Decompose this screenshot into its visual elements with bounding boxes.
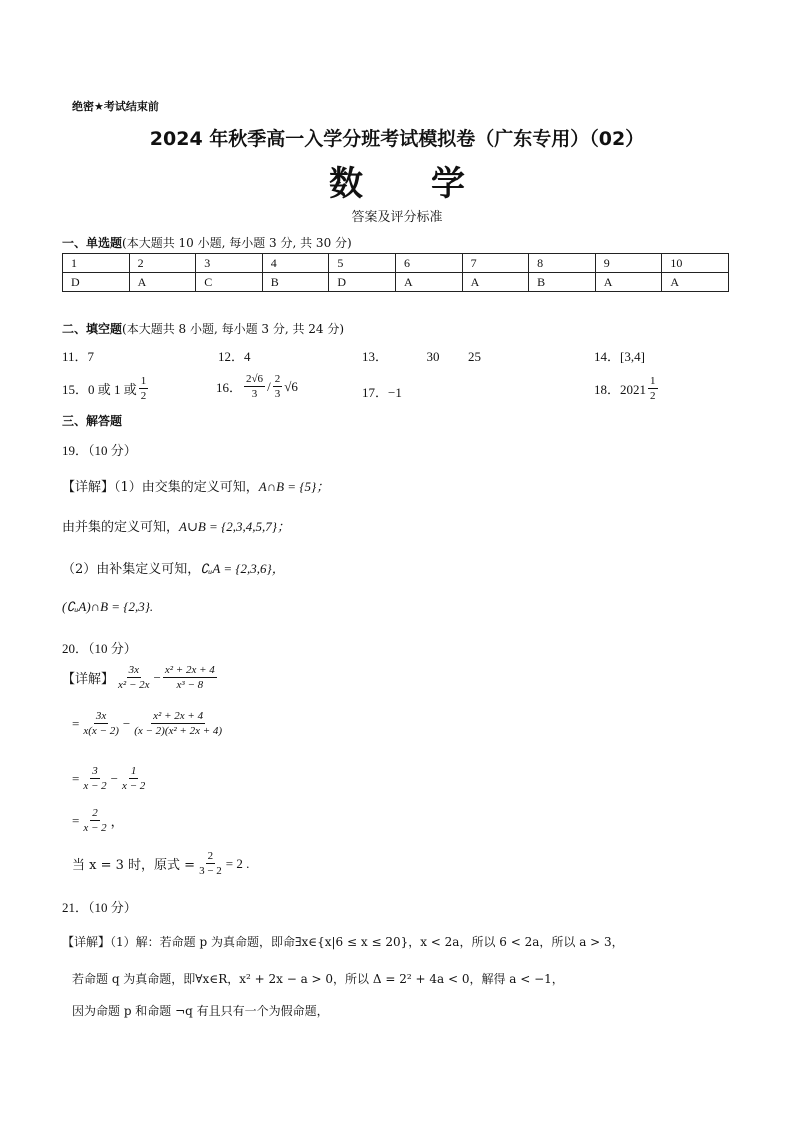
fraction — [120, 765, 147, 792]
answer-13-label: 13． — [362, 349, 389, 364]
equals-sign: = — [72, 812, 80, 828]
fraction-denominator: x − 2 — [83, 780, 107, 793]
q20-result-suffix: = 2 . — [225, 855, 250, 871]
answer-table-row-answers — [63, 273, 729, 292]
fraction — [648, 375, 658, 402]
fraction-denominator: x(x − 2) — [83, 725, 119, 738]
minus-sign: − — [153, 669, 161, 685]
q19-line2-text: 由并集的定义可知， — [62, 520, 180, 535]
equals-sign: = — [72, 715, 80, 731]
fraction-denominator: x − 2 — [83, 822, 107, 835]
table-cell: 1 — [63, 254, 130, 273]
fraction-numerator: x² + 2x + 4 — [151, 710, 205, 724]
table-cell: A — [595, 273, 662, 292]
fraction-numerator: 1 — [648, 375, 658, 389]
q19-line3 — [62, 558, 285, 577]
secret-label: 绝密★考试结束前 — [72, 100, 159, 113]
q20-title: 20．（10 分） — [62, 641, 137, 656]
fraction — [132, 710, 224, 737]
answer-16-separator: / — [267, 378, 271, 394]
q21-line1: 【详解】（1）解：若命题 p 为真命题，即命∃x∈{x|6 ≤ x ≤ 20}，x < 2a，所以 6 < 2a，所以 a > 3， — [62, 935, 624, 949]
answer-17: 17．−1 — [362, 385, 402, 400]
answer-13-a: 30 — [426, 349, 440, 364]
fraction-numerator: 3x — [127, 664, 141, 678]
q20-step4 — [72, 807, 124, 834]
fraction-denominator: x³ − 8 — [176, 679, 204, 692]
answer-15-label: 15．0 或 1 或 — [62, 382, 137, 398]
section2-header — [62, 320, 344, 337]
fraction-numerator: 3x — [94, 710, 108, 724]
answer-13-b: 25 — [468, 349, 482, 364]
table-cell: 2 — [129, 254, 196, 273]
q19-line1-math: A∩B = {5}； — [258, 479, 330, 494]
fraction — [81, 807, 108, 834]
table-cell: 4 — [262, 254, 329, 273]
table-cell: 7 — [462, 254, 529, 273]
fraction-denominator: 2 — [650, 390, 656, 403]
q20-prefix: 【详解】 — [62, 672, 115, 688]
fraction-denominator: 2 — [140, 390, 147, 403]
fraction-denominator: 3 − 2 — [199, 865, 222, 878]
answer-16 — [216, 373, 298, 400]
q20-step3 — [72, 765, 149, 792]
fraction-numerator: 2√6 — [244, 373, 265, 387]
answer-16-label: 16． — [216, 380, 243, 396]
table-cell: 3 — [196, 254, 263, 273]
comma: ， — [110, 815, 124, 831]
section2-note: (本大题共 8 小题, 每小题 3 分, 共 24 分) — [122, 322, 345, 336]
q20-step1 — [62, 664, 219, 691]
q20-step2 — [72, 710, 226, 737]
table-cell: A — [395, 273, 462, 292]
q21-line3: 因为命题 p 和命题 ¬q 有且只有一个为假命题， — [72, 1004, 329, 1018]
q20-result-prefix: 当 x = 3 时，原式 = — [72, 858, 196, 874]
section2-heading: 二、填空题 — [62, 322, 123, 336]
q21-line2: 若命题 q 为真命题，即∀x∈R，x² + 2x − a > 0，所以 Δ = 2² + 4a < 0，解得 a < −1， — [72, 972, 564, 986]
answer-table — [62, 253, 729, 292]
section3-heading: 三、解答题 — [62, 414, 123, 428]
subtitle: 答案及评分标准 — [351, 210, 443, 225]
q19-title: 19．（10 分） — [62, 443, 137, 458]
fraction-denominator: x − 2 — [122, 780, 146, 793]
table-cell: A — [129, 273, 196, 292]
answer-18 — [594, 375, 660, 402]
table-cell: 6 — [395, 254, 462, 273]
section1-note: (本大题共 10 小题, 每小题 3 分, 共 30 分) — [122, 236, 352, 250]
q19-line1-text: 【详解】（1）由交集的定义可知， — [62, 480, 259, 495]
fraction-numerator: 2 — [206, 850, 216, 864]
table-cell: C — [196, 273, 263, 292]
fraction — [197, 850, 224, 877]
equals-sign: = — [72, 770, 80, 786]
fraction-numerator: x² + 2x + 4 — [163, 664, 217, 678]
answer-14: 14．[3,4] — [594, 349, 645, 364]
answer-12: 12．4 — [218, 349, 251, 364]
fraction — [244, 373, 265, 400]
minus-sign: − — [122, 715, 131, 731]
table-cell: A — [662, 273, 729, 292]
section1-header — [62, 234, 352, 251]
q20-result — [72, 850, 249, 877]
table-cell: D — [63, 273, 130, 292]
fraction — [273, 373, 283, 400]
fraction-denominator: 3 — [274, 388, 281, 401]
fraction-numerator: 1 — [139, 375, 149, 389]
q19-line4: (∁ᵤA)∩B = {2,3}. — [62, 599, 154, 614]
fraction-denominator: x² − 2x — [118, 679, 150, 692]
table-cell: A — [462, 273, 529, 292]
answer-15 — [62, 375, 150, 402]
subject-title: 数 学 — [329, 164, 465, 204]
fraction — [81, 765, 108, 792]
q19-line2 — [62, 516, 290, 535]
table-cell: 8 — [529, 254, 596, 273]
q19-line3-math: ∁ᵤA = {2,3,6}， — [200, 561, 285, 576]
fraction — [163, 664, 217, 691]
answer-11: 11．7 — [62, 349, 95, 364]
answer-13 — [362, 346, 481, 365]
fraction — [81, 710, 121, 737]
section1-heading: 一、单选题 — [62, 236, 123, 250]
q19-line2-math: A∪B = {2,3,4,5,7}； — [179, 519, 290, 534]
table-cell: 5 — [329, 254, 396, 273]
fraction — [139, 375, 149, 402]
q19-line3-text: （2）由补集定义可知， — [62, 562, 201, 577]
fraction — [116, 664, 152, 691]
answer-16-tail: √6 — [284, 378, 298, 394]
answer-table-row-numbers — [63, 254, 729, 273]
fraction-numerator: 2 — [90, 807, 100, 821]
fraction-denominator: (x − 2)(x² + 2x + 4) — [134, 725, 223, 738]
minus-sign: − — [110, 770, 118, 786]
table-cell: 9 — [595, 254, 662, 273]
table-cell: B — [262, 273, 329, 292]
answer-18-label: 18．2021 — [594, 382, 647, 398]
fraction-numerator: 2 — [273, 373, 283, 387]
exam-title: 2024 年秋季高一入学分班考试模拟卷（广东专用）（02） — [149, 128, 645, 150]
fraction-numerator: 1 — [129, 765, 139, 779]
table-cell: 10 — [662, 254, 729, 273]
q19-line1 — [62, 476, 329, 495]
table-cell: B — [529, 273, 596, 292]
fraction-denominator: 3 — [251, 388, 258, 401]
fraction-numerator: 3 — [90, 765, 100, 779]
table-cell: D — [329, 273, 396, 292]
q21-title: 21．（10 分） — [62, 900, 137, 915]
